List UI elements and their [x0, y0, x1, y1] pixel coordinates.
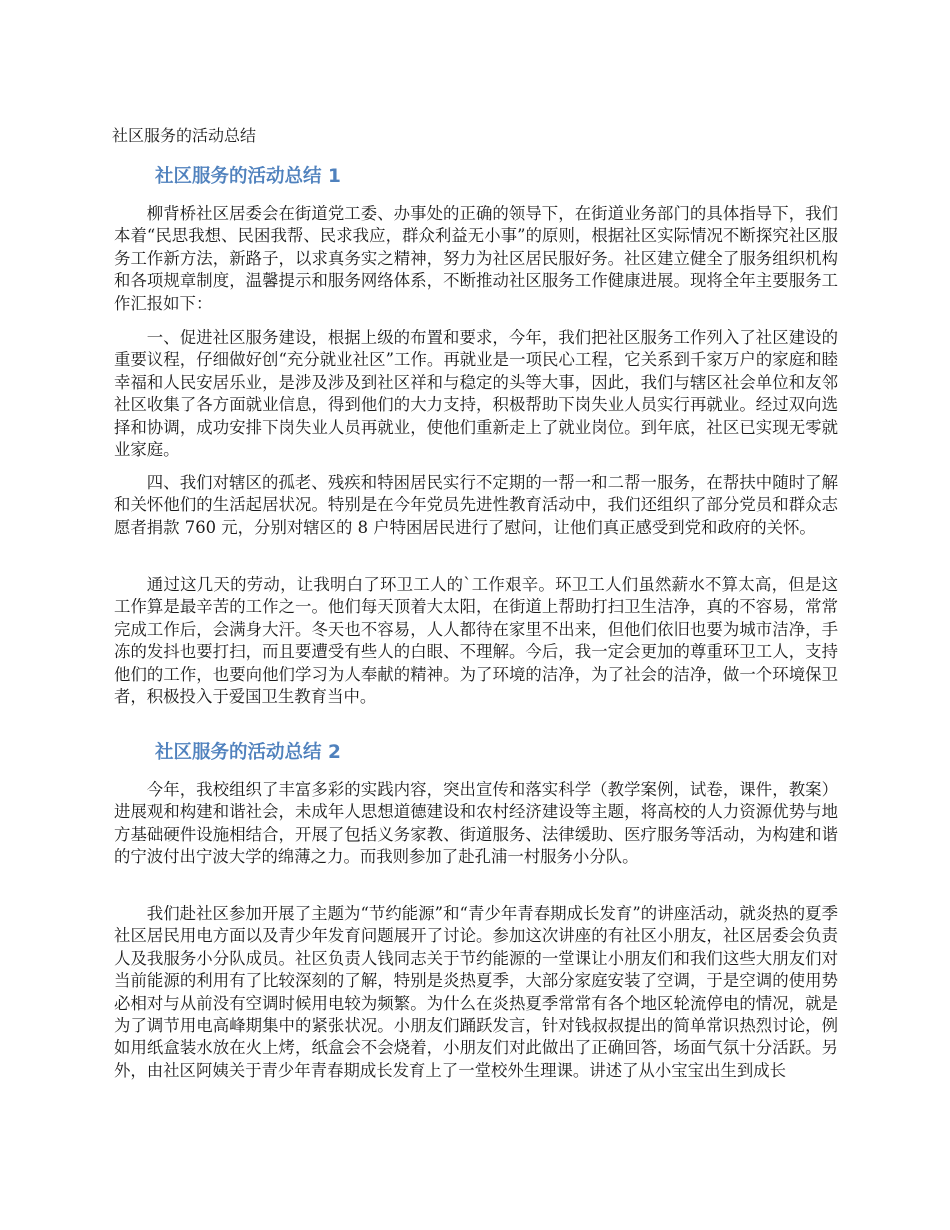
- section-1-paragraph-2: 一、促进社区服务建设，根据上级的布置和要求，今年，我们把社区服务工作列入了社区建设的重要议程，仔细做好创“充分就业社区”工作。再就业是一项民心工程，它关系到千家万户的家庭和睦幸福和人民安居乐业，是涉及涉及到社区祥和与稳定的头等大事，因此，我们与辖区社会单位和友邻社区收集了各方面就业信息，得到他们的大力支持，积极帮助下岗失业人员实行再就业。经过双向选择和协调，成功安排下岗失业人员再就业，使他们重新走上了就业岗位。到年底，社区已实现无零就业家庭。: [114, 328, 838, 460]
- document-title: 社区服务的活动总结: [112, 126, 257, 145]
- section-heading-1: 社区服务的活动总结 1: [155, 166, 341, 187]
- section-2-paragraph-2: 我们赴社区参加开展了主题为“节约能源”和“青少年青春期成长发育”的讲座活动，就炎热的夏季社区居民用电方面以及青少年发育问题展开了讨论。参加这次讲座的有社区小朋友，社区居委会负责人及我服务小分队成员。社区负责人钱同志关于节约能源的一堂课让小朋友们和我们这些大朋友们对当前能源的利用有了比较深刻的了解，特别是炎热夏季，大部分家庭安装了空调，于是空调的使用势必相对与从前没有空调时候用电较为频繁。为什么在炎热夏季常常有各个地区轮流停电的情况，就是为了调节用电高峰期集中的紧张状况。小朋友们踊跃发言，针对钱叔叔提出的简单常识热烈讨论，例如用纸盒装水放在火上烤，纸盒会不会烧着，小朋友们对此做出了正确回答，场面气氛十分活跃。另外，由社区阿姨关于青少年青春期成长发育上了一堂校外生理课。讲述了从小宝宝出生到成长: [114, 904, 838, 1080]
- section-1-paragraph-4: 通过这几天的劳动，让我明白了环卫工人的`工作艰辛。环卫工人们虽然薪水不算太高，但是这工作算是最辛苦的工作之一。他们每天顶着大太阳，在街道上帮助打扫卫生洁净，真的不容易，常常完成工作后，会满身大汗。冬天也不容易，人人都待在家里不出来，但他们依旧也要为城市洁净，手冻的发抖也要打扫，而且要遭受有些人的白眼、不理解。今后，我一定会更加的尊重环卫工人，支持他们的工作，也要向他们学习为人奉献的精神。为了环境的洁净，为了社会的洁净，做一个环境保卫者，积极投入于爱国卫生教育当中。: [114, 575, 838, 707]
- section-1-paragraph-1: 柳背桥社区居委会在街道党工委、办事处的正确的领导下，在街道业务部门的具体指导下，我们本着“民思我想、民困我帮、民求我应，群众利益无小事”的原则，根据社区实际情况不断探究社区服务工作新方法，新路子，以求真务实之精神，努力为社区居民服好务。社区建立健全了服务组织机构和各项规章制度，温馨提示和服务网络体系，不断推动社区服务工作健康进展。现将全年主要服务工作汇报如下：: [114, 204, 838, 313]
- section-1-paragraph-3: 四、我们对辖区的孤老、残疾和特困居民实行不定期的一帮一和二帮一服务，在帮扶中随时了解和关怀他们的生活起居状况。特别是在今年党员先进性教育活动中，我们还组织了部分党员和群众志愿者捐款 760 元，分别对辖区的 8 户特困居民进行了慰问，让他们真正感受到党和政府的关怀。: [114, 473, 838, 537]
- section-2-paragraph-1: 今年，我校组织了丰富多彩的实践内容，突出宣传和落实科学（教学案例，试卷，课件，教案）进展观和构建和谐社会，未成年人思想道德建设和农村经济建设等主题，将高校的人力资源优势与地方基础硬件设施相结合，开展了包括义务家教、街道服务、法律缓助、医疗服务等活动，为构建和谐的宁波付出宁波大学的绵薄之力。而我则参加了赴孔浦一村服务小分队。: [114, 780, 838, 867]
- section-heading-2: 社区服务的活动总结 2: [155, 742, 341, 763]
